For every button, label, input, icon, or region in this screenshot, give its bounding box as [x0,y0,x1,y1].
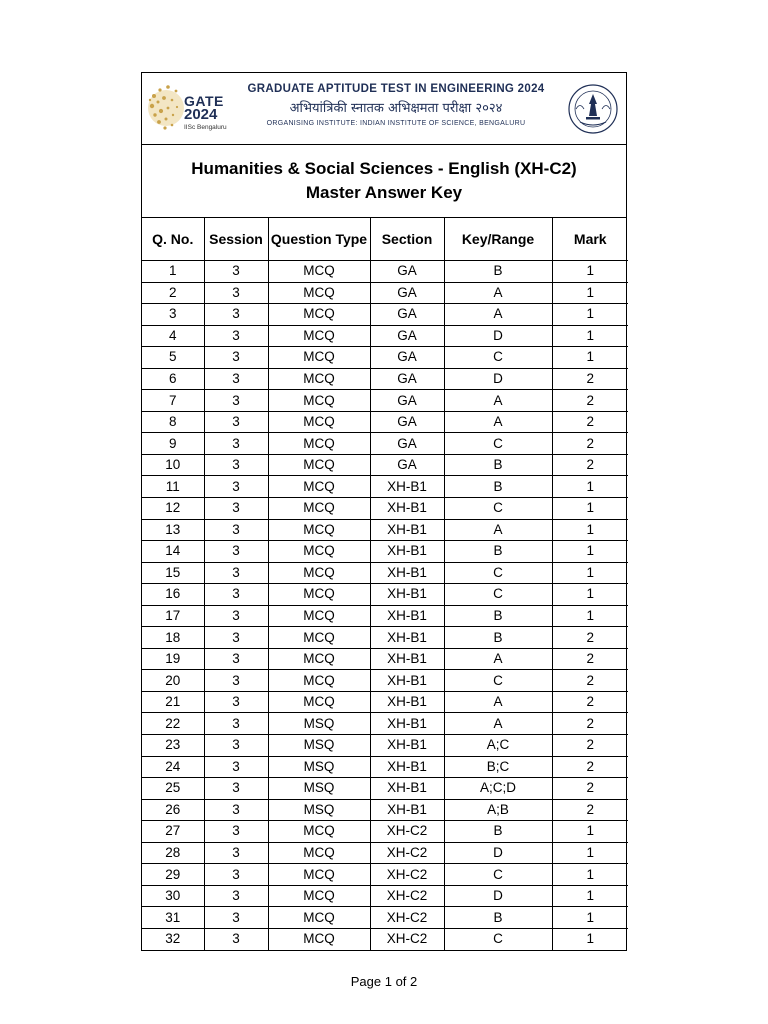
table-row [142,907,628,929]
table-row [142,541,628,563]
cell-question-type: MSQ [268,735,370,757]
cell-mark: 2 [552,454,628,476]
cell-section: GA [370,411,444,433]
cell-mark: 1 [552,541,628,563]
cell-question-type: MCQ [268,476,370,498]
cell-qno: 22 [142,713,204,735]
cell-qno: 27 [142,821,204,843]
cell-mark: 2 [552,778,628,800]
banner-title-hindi: अभियांत्रिकी स्नातक अभिक्षमता परीक्षा २०२४ [289,101,503,116]
cell-qno: 30 [142,885,204,907]
cell-key: C [444,347,552,369]
cell-key: B [444,907,552,929]
cell-question-type: MCQ [268,648,370,670]
cell-question-type: MSQ [268,756,370,778]
answer-key-table [142,218,628,950]
column-header: Key/Range [444,218,552,261]
cell-question-type: MCQ [268,304,370,326]
table-row [142,821,628,843]
cell-session: 3 [204,713,268,735]
cell-section: GA [370,325,444,347]
cell-question-type: MCQ [268,454,370,476]
cell-session: 3 [204,842,268,864]
cell-mark: 1 [552,864,628,886]
cell-qno: 7 [142,390,204,412]
cell-question-type: MCQ [268,670,370,692]
table-row [142,433,628,455]
table-row [142,864,628,886]
cell-session: 3 [204,498,268,520]
cell-qno: 3 [142,304,204,326]
cell-qno: 29 [142,864,204,886]
cell-key: A [444,282,552,304]
cell-question-type: MCQ [268,907,370,929]
cell-mark: 1 [552,605,628,627]
table-row [142,648,628,670]
cell-section: GA [370,454,444,476]
cell-section: XH-C2 [370,907,444,929]
cell-qno: 25 [142,778,204,800]
cell-key: A [444,411,552,433]
cell-qno: 5 [142,347,204,369]
table-row [142,562,628,584]
cell-mark: 2 [552,648,628,670]
cell-qno: 20 [142,670,204,692]
cell-key: D [444,885,552,907]
table-row [142,713,628,735]
cell-section: GA [370,368,444,390]
cell-mark: 1 [552,347,628,369]
cell-mark: 2 [552,368,628,390]
cell-qno: 12 [142,498,204,520]
banner-title-english: GRADUATE APTITUDE TEST IN ENGINEERING 2024 [247,83,545,95]
cell-session: 3 [204,778,268,800]
cell-qno: 11 [142,476,204,498]
table-row [142,842,628,864]
cell-key: A [444,304,552,326]
table-row [142,584,628,606]
cell-qno: 26 [142,799,204,821]
table-row [142,498,628,520]
cell-mark: 1 [552,282,628,304]
banner-text [246,83,546,127]
table-row [142,605,628,627]
cell-mark: 2 [552,627,628,649]
cell-mark: 2 [552,670,628,692]
cell-qno: 1 [142,261,204,283]
cell-session: 3 [204,519,268,541]
table-row [142,778,628,800]
cell-key: B [444,627,552,649]
banner-organiser: ORGANISING INSTITUTE: INDIAN INSTITUTE OF SCIENCE, BENGALURU [266,120,526,127]
cell-qno: 14 [142,541,204,563]
cell-mark: 1 [552,584,628,606]
table-row [142,928,628,949]
cell-qno: 16 [142,584,204,606]
table-row [142,799,628,821]
cell-key: B;C [444,756,552,778]
cell-session: 3 [204,541,268,563]
cell-question-type: MSQ [268,799,370,821]
cell-qno: 21 [142,691,204,713]
cell-question-type: MCQ [268,541,370,563]
cell-question-type: MCQ [268,411,370,433]
cell-section: XH-B1 [370,627,444,649]
cell-mark: 2 [552,433,628,455]
cell-key: C [444,864,552,886]
cell-session: 3 [204,627,268,649]
cell-section: GA [370,433,444,455]
cell-section: XH-B1 [370,648,444,670]
cell-session: 3 [204,907,268,929]
cell-key: A [444,648,552,670]
title-block [142,145,626,218]
cell-session: 3 [204,799,268,821]
cell-question-type: MCQ [268,584,370,606]
cell-section: XH-C2 [370,928,444,949]
table-row [142,261,628,283]
cell-question-type: MCQ [268,864,370,886]
cell-section: GA [370,261,444,283]
cell-session: 3 [204,735,268,757]
cell-key: C [444,433,552,455]
gate-banner [142,73,626,145]
cell-question-type: MCQ [268,928,370,949]
cell-qno: 10 [142,454,204,476]
cell-key: B [444,454,552,476]
cell-session: 3 [204,605,268,627]
cell-session: 3 [204,411,268,433]
column-header: Question Type [268,218,370,261]
cell-key: C [444,584,552,606]
cell-key: B [444,821,552,843]
cell-section: XH-B1 [370,691,444,713]
cell-qno: 2 [142,282,204,304]
cell-session: 3 [204,282,268,304]
cell-mark: 1 [552,842,628,864]
cell-key: B [444,605,552,627]
cell-qno: 28 [142,842,204,864]
cell-question-type: MCQ [268,261,370,283]
cell-section: XH-C2 [370,821,444,843]
cell-session: 3 [204,476,268,498]
cell-question-type: MCQ [268,347,370,369]
cell-session: 3 [204,433,268,455]
cell-mark: 1 [552,885,628,907]
table-row [142,670,628,692]
cell-key: A;C;D [444,778,552,800]
table-body [142,261,628,950]
cell-session: 3 [204,368,268,390]
cell-section: XH-B1 [370,605,444,627]
cell-mark: 2 [552,735,628,757]
cell-key: A [444,519,552,541]
cell-question-type: MCQ [268,821,370,843]
cell-session: 3 [204,864,268,886]
cell-session: 3 [204,562,268,584]
cell-key: D [444,368,552,390]
cell-mark: 1 [552,261,628,283]
cell-key: C [444,670,552,692]
cell-mark: 1 [552,476,628,498]
cell-section: XH-B1 [370,778,444,800]
cell-session: 3 [204,390,268,412]
gate-logo-year: 2024 [184,106,218,123]
cell-key: B [444,261,552,283]
cell-qno: 8 [142,411,204,433]
cell-key: A [444,713,552,735]
cell-session: 3 [204,756,268,778]
cell-question-type: MCQ [268,325,370,347]
cell-section: XH-B1 [370,498,444,520]
cell-question-type: MCQ [268,519,370,541]
paper-title: Humanities & Social Sciences - English (XH-C2) [191,159,577,178]
cell-session: 3 [204,584,268,606]
cell-section: GA [370,282,444,304]
cell-key: A;C [444,735,552,757]
cell-question-type: MCQ [268,562,370,584]
page-number: Page 1 of 2 [350,974,418,989]
table-row [142,282,628,304]
column-header: Section [370,218,444,261]
cell-session: 3 [204,885,268,907]
table-row [142,325,628,347]
cell-key: A;B [444,799,552,821]
cell-mark: 2 [552,691,628,713]
cell-mark: 2 [552,713,628,735]
table-row [142,627,628,649]
cell-key: C [444,498,552,520]
gate-logo-text: GATE [184,93,224,109]
column-header: Q. No. [142,218,204,261]
cell-section: GA [370,390,444,412]
cell-qno: 6 [142,368,204,390]
cell-session: 3 [204,304,268,326]
cell-question-type: MCQ [268,627,370,649]
cell-key: C [444,928,552,949]
cell-question-type: MCQ [268,282,370,304]
cell-qno: 19 [142,648,204,670]
cell-session: 3 [204,821,268,843]
cell-question-type: MCQ [268,433,370,455]
cell-key: D [444,325,552,347]
answer-key-sheet [141,72,627,951]
cell-qno: 9 [142,433,204,455]
gate-2024-logo [146,78,238,138]
cell-qno: 4 [142,325,204,347]
cell-section: XH-C2 [370,864,444,886]
cell-question-type: MCQ [268,390,370,412]
cell-mark: 1 [552,928,628,949]
cell-section: XH-B1 [370,541,444,563]
table-header-row [142,218,628,261]
cell-mark: 1 [552,907,628,929]
cell-mark: 2 [552,756,628,778]
cell-qno: 23 [142,735,204,757]
cell-question-type: MCQ [268,605,370,627]
cell-section: XH-B1 [370,562,444,584]
table-row [142,390,628,412]
cell-qno: 32 [142,928,204,949]
cell-key: B [444,476,552,498]
cell-section: XH-C2 [370,885,444,907]
cell-mark: 1 [552,519,628,541]
cell-question-type: MCQ [268,842,370,864]
cell-session: 3 [204,325,268,347]
cell-key: D [444,842,552,864]
cell-mark: 1 [552,821,628,843]
table-row [142,519,628,541]
cell-session: 3 [204,928,268,949]
cell-section: XH-B1 [370,735,444,757]
cell-key: A [444,691,552,713]
table-row [142,756,628,778]
cell-section: XH-B1 [370,584,444,606]
cell-key: A [444,390,552,412]
cell-mark: 1 [552,498,628,520]
cell-question-type: MCQ [268,498,370,520]
cell-question-type: MSQ [268,713,370,735]
column-header: Mark [552,218,628,261]
cell-section: GA [370,347,444,369]
cell-session: 3 [204,454,268,476]
cell-section: XH-B1 [370,799,444,821]
cell-section: XH-B1 [370,713,444,735]
cell-mark: 2 [552,390,628,412]
cell-qno: 13 [142,519,204,541]
cell-key: B [444,541,552,563]
cell-qno: 31 [142,907,204,929]
cell-qno: 17 [142,605,204,627]
cell-mark: 2 [552,799,628,821]
table-row [142,347,628,369]
cell-session: 3 [204,670,268,692]
cell-mark: 1 [552,304,628,326]
cell-question-type: MCQ [268,368,370,390]
document-title: Master Answer Key [305,183,463,202]
cell-section: XH-B1 [370,756,444,778]
cell-section: GA [370,304,444,326]
table-row [142,411,628,433]
table-row [142,691,628,713]
column-header: Session [204,218,268,261]
cell-mark: 1 [552,325,628,347]
table-row [142,735,628,757]
gate-logo-iisc: IISc Bengaluru [184,124,227,131]
cell-section: XH-B1 [370,670,444,692]
cell-session: 3 [204,261,268,283]
iisc-emblem-icon [566,82,620,136]
cell-mark: 1 [552,562,628,584]
cell-session: 3 [204,347,268,369]
cell-section: XH-B1 [370,519,444,541]
cell-question-type: MCQ [268,691,370,713]
cell-qno: 15 [142,562,204,584]
cell-key: C [444,562,552,584]
cell-section: XH-C2 [370,842,444,864]
table-row [142,476,628,498]
cell-question-type: MSQ [268,778,370,800]
table-row [142,885,628,907]
table-row [142,304,628,326]
table-row [142,454,628,476]
cell-qno: 24 [142,756,204,778]
cell-session: 3 [204,691,268,713]
cell-qno: 18 [142,627,204,649]
cell-session: 3 [204,648,268,670]
table-row [142,368,628,390]
cell-question-type: MCQ [268,885,370,907]
cell-section: XH-B1 [370,476,444,498]
cell-mark: 2 [552,411,628,433]
